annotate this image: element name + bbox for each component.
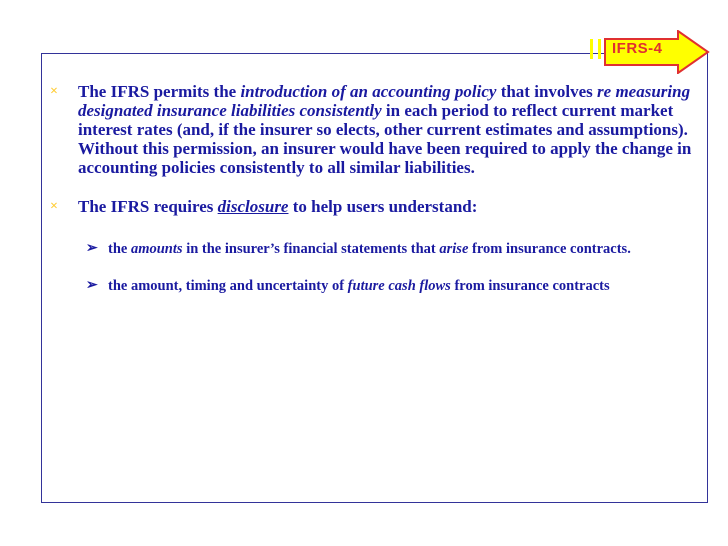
arrow-bullet-icon: ➢	[86, 241, 98, 256]
text-segment: that involves	[496, 82, 598, 101]
sub-bullet-item	[50, 277, 700, 295]
text-segment: the	[108, 241, 131, 257]
emphasis-text: arise	[439, 241, 469, 257]
bullet-mark-icon: ×	[50, 84, 58, 99]
bullet-mark-icon: ×	[50, 199, 58, 214]
bullet-text	[78, 197, 477, 216]
bullet-text	[78, 82, 691, 177]
tag-label: IFRS-4	[612, 40, 663, 57]
sub-bullet-item	[50, 240, 700, 258]
sub-bullet-text	[108, 241, 631, 257]
emphasis-text: amounts	[130, 241, 183, 257]
text-segment: from insurance contracts	[450, 278, 610, 294]
text-segment: in the insurer’s financial statements that	[182, 241, 440, 257]
text-segment: to help users understand:	[288, 197, 478, 216]
slide-content	[50, 82, 700, 314]
text-segment: from insurance contracts.	[468, 241, 631, 257]
emphasis-text: introduction of an accounting policy	[240, 82, 497, 101]
arrow-bullet-icon: ➢	[86, 278, 98, 293]
tag-bar	[590, 39, 593, 59]
ifrs-tag	[590, 30, 710, 74]
text-segment: The IFRS requires	[78, 197, 218, 216]
emphasis-text: future cash flows	[347, 278, 451, 294]
emphasis-text: disclosure	[217, 197, 289, 216]
bullet-item	[50, 197, 700, 216]
tag-bar	[598, 39, 601, 59]
text-segment: the amount, timing and uncertainty of	[108, 278, 348, 294]
text-segment: in each period to reflect current market interest rates (and, if the insurer so elects, other current estimates and assumptions). Without this permission, an insurer would have been required to apply the change in accounting policies consistently to all similar liabilities.	[78, 101, 692, 177]
text-segment: The IFRS permits the	[78, 82, 241, 101]
emphasis-text: re measuring designated insurance liabilities consistently	[78, 82, 691, 120]
sub-bullet-text	[108, 278, 610, 294]
bullet-item	[50, 82, 700, 177]
